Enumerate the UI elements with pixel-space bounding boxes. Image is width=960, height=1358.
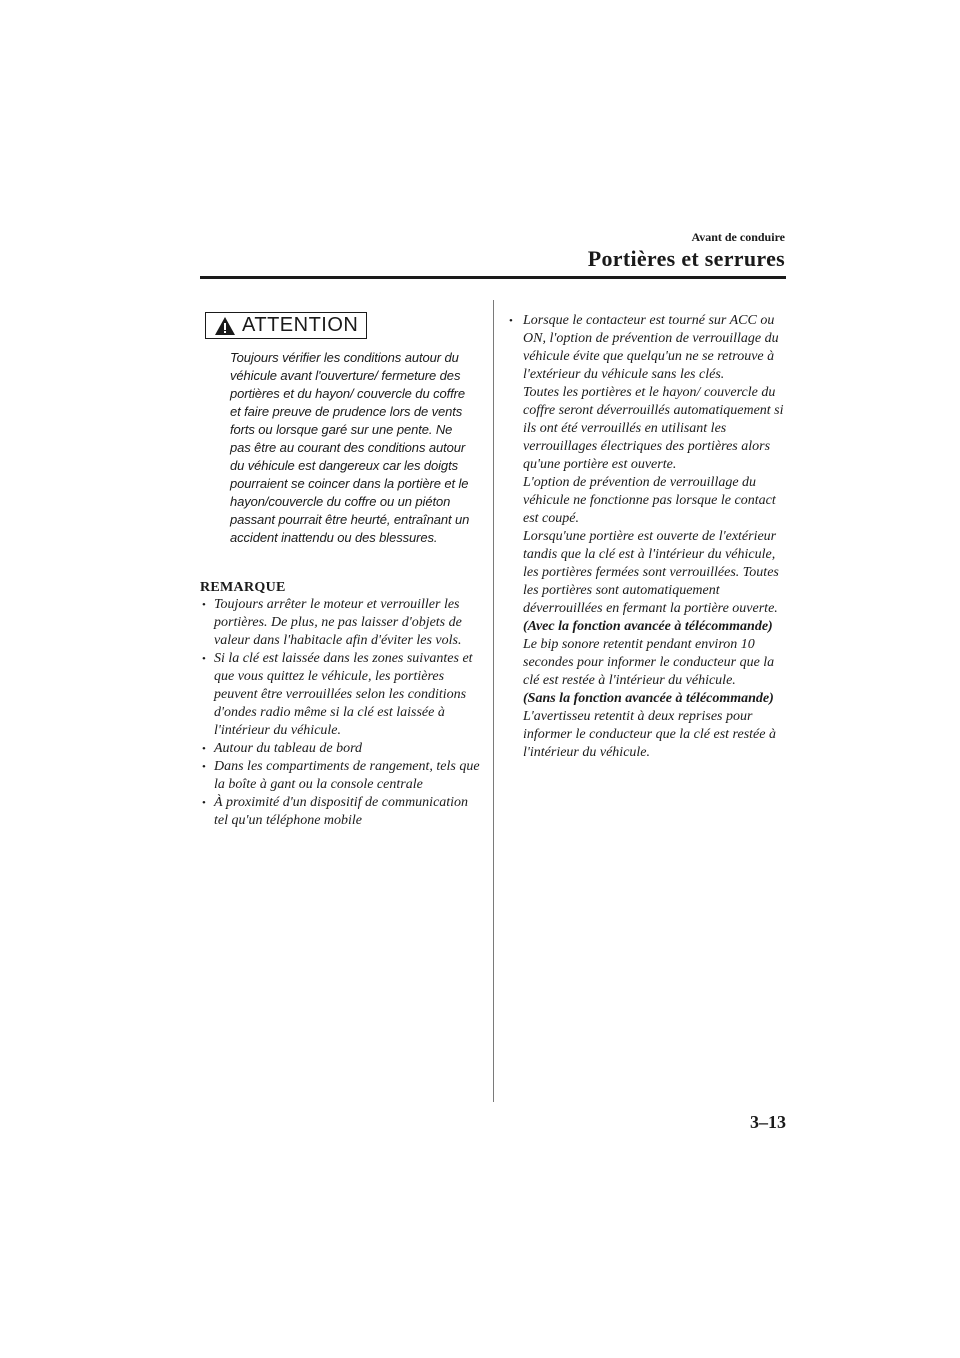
list-item: • Toujours arrêter le moteur et verrouiller les portières. De plus, ne pas laisser d'objets de valeur dans l'habitacle afin d'éviter les vols. <box>202 597 462 648</box>
paragraph: L'option de prévention de verrouillage du véhicule ne fonctionne pas lorsque le contact est coupé. <box>523 475 776 526</box>
right-column <box>507 312 792 762</box>
list-item: • Autour du tableau de bord <box>202 741 363 756</box>
attention-text: Toujours vérifier les conditions autour du véhicule avant l'ouverture/ fermeture des portières et du hayon/ couvercle du coffre et faire preuve de prudence lors de vents forts ou lorsque garé sur une pente. Ne pas être au courant des conditions autour du véhicule est dangereux car les doigts pourraient se coincer dans la portière et le hayon/couvercle du coffre ou un piéton passant pourrait être heurté, entraînant un accident inattendu ou des blessures. <box>230 350 470 545</box>
paragraph: Lorsqu'une portière est ouverte de l'extérieur tandis que la clé est à l'intérieur du véhicule, les portières fermées sont verrouillées. Toutes les portières sont automatiquement déverrouillées en fermant la portière ouverte. <box>523 529 779 616</box>
bullet-icon: • <box>202 653 206 665</box>
list-item: • À proximité d'un dispositif de communication tel qu'un téléphone mobile <box>202 795 469 828</box>
right-list <box>507 312 792 762</box>
column-divider <box>493 300 494 1102</box>
list-item <box>507 312 792 762</box>
bullet-icon: • <box>202 761 206 773</box>
page-title: Portières et serrures <box>587 246 785 271</box>
paragraph: Lorsque le contacteur est tourné sur ACC ou ON, l'option de prévention de verrouillage du véhicule évite que quelqu'un ne se retrouve à l'extérieur du véhicule sans les clés. <box>523 313 779 382</box>
note-sublist <box>200 740 480 830</box>
paragraph: Toutes les portières et le hayon/ couvercle du coffre seront déverrouillés automatiquement si ils ont été verrouillés en utilisant les verrouillages électriques des portières alors qu'une portière est ouverte. <box>523 385 784 472</box>
subheading: (Sans la fonction avancée à télécommande) <box>523 691 774 706</box>
paragraph: L'avertisseu retentit à deux reprises pour informer le conducteur que la clé est restée à l'intérieur du véhicule. <box>523 709 776 760</box>
paragraph: Le bip sonore retentit pendant environ 10 secondes pour informer le conducteur que la clé est restée à l'intérieur du véhicule. <box>523 637 775 688</box>
bullet-icon: • <box>202 743 206 755</box>
section-header: Avant de conduire <box>691 230 785 244</box>
list-item: • Dans les compartiments de rangement, tels que la boîte à gant ou la console centrale <box>202 759 480 792</box>
list-item: • Si la clé est laissée dans les zones suivantes et que vous quittez le véhicule, les portières peuvent être verrouillées selon les conditions d'ondes radio même si la clé est laissée à l'intérieur du véhicule. <box>202 651 473 738</box>
bullet-icon: • <box>509 315 513 327</box>
subheading: (Avec la fonction avancée à télécommande) <box>523 619 773 634</box>
note-heading: REMARQUE <box>200 580 286 595</box>
page-number: 3–13 <box>750 1112 786 1132</box>
warning-icon <box>214 316 236 336</box>
left-column <box>200 312 480 830</box>
bullet-icon: • <box>202 797 206 809</box>
attention-label: ATTENTION <box>242 314 359 336</box>
note-list <box>200 596 480 740</box>
bullet-icon: • <box>202 599 206 611</box>
attention-box <box>205 312 367 339</box>
header-rule <box>200 276 786 279</box>
